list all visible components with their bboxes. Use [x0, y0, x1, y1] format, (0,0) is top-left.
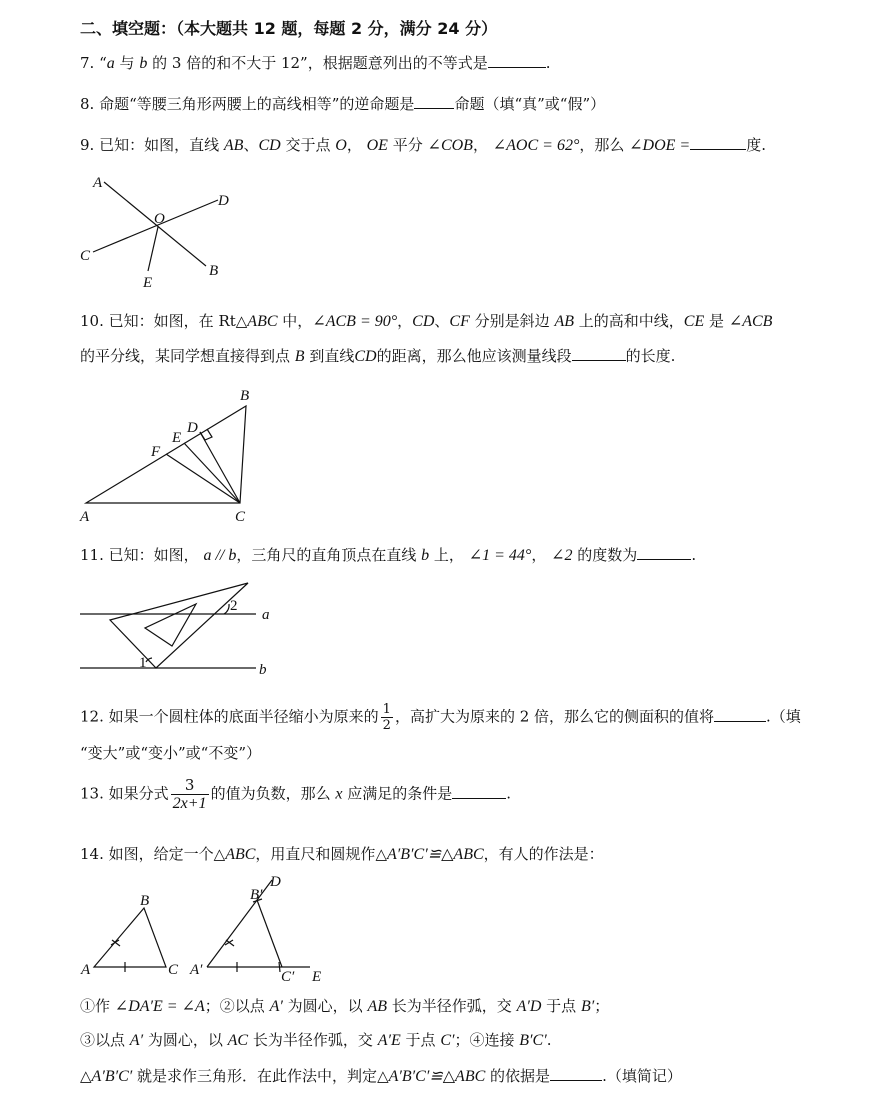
fig10-label-b: B — [240, 388, 250, 404]
answer-blank-11[interactable] — [637, 545, 691, 560]
question-10-line-2: 的平分线，某同学想直接得到点 B 到直线CD的距离，那么他应该测量线段 的长度. — [80, 347, 676, 365]
question-10: 10. 已知：如图，在 Rt△ABC 中，∠ACB = 90°，CD、CF 分别是斜边 AB 上的高和中线，CE 是 ∠ACB — [80, 312, 773, 330]
fig14-label-a: A — [81, 962, 91, 978]
question-14-step-1-2: ①作 ∠DA′E = ∠A；②以点 A′ 为圆心，以 AB 长为半径作弧，交 A′D 于点 B′； — [80, 997, 610, 1015]
fig14-label-bp: B′ — [250, 887, 263, 903]
fig11-label-a: a — [262, 607, 270, 623]
answer-blank-7[interactable] — [488, 53, 546, 68]
answer-blank-14[interactable] — [550, 1066, 602, 1081]
fig9-label-d: D — [218, 193, 229, 209]
question-14-conclusion: △A′B′C′ 就是求作三角形．在此作法中，判定△A′B′C′≌△ABC 的依据是 .（填简记） — [80, 1067, 682, 1085]
fig10-label-f: F — [151, 444, 161, 460]
question-8: 8. 命题“等腰三角形两腰上的高线相等”的逆命题是 命题（填“真”或“假”） — [80, 95, 606, 113]
question-12: 12. 如果一个圆柱体的底面半径缩小为原来的 $\frac{1}{2}$ ，高扩大为原来的 2 倍，那么它的侧面积的值将 .（填 — [80, 702, 801, 733]
fig9-label-c: C — [80, 248, 91, 264]
fig14-label-b: B — [140, 893, 150, 909]
fig10-label-d: D — [187, 420, 198, 436]
fig10-label-e: E — [172, 430, 182, 446]
fig14-label-e: E — [312, 969, 322, 985]
question-11: 11. 已知：如图， a // b，三角尺的直角顶点在直线 b 上， ∠1 = 44°， ∠2 的度数为 . — [80, 546, 697, 564]
fig10-label-a: A — [80, 509, 90, 525]
fig14-label-c: C — [168, 962, 179, 978]
fraction-one-half: $\frac{1}{2}$ — [382, 702, 391, 733]
question-14-step-3-4: ③以点 A′ 为圆心，以 AC 长为半径作弧，交 A′E 于点 C′；④连接 B′C′. — [80, 1031, 552, 1049]
question-7: 7. “a 与 b 的 3 倍的和不大于 12”，根据题意列出的不等式是 . — [80, 54, 551, 72]
section-title: 二、填空题：（本大题共 12 题，每题 2 分，满分 24 分） — [80, 19, 498, 38]
fig14-label-ap: A′ — [190, 962, 203, 978]
fig14-label-d: D — [270, 874, 281, 890]
answer-blank-12[interactable] — [714, 707, 766, 722]
fraction-3-over-2x1: $\frac{3}{2x+1}$ — [172, 776, 207, 812]
fig11-label-2: 2 — [230, 598, 238, 614]
fig11-label-1: 1 — [139, 655, 147, 671]
fig9-label-o: O — [154, 211, 165, 227]
answer-blank-13[interactable] — [452, 784, 506, 799]
question-12-line-2: “变大”或“变小”或“不变”） — [80, 744, 262, 762]
answer-blank-9[interactable] — [690, 135, 746, 150]
fig9-label-e: E — [143, 275, 153, 291]
fig9-label-a: A — [93, 175, 103, 191]
fig14-label-cp: C′ — [281, 969, 295, 985]
question-9: 9. 已知：如图，直线 AB、CD 交于点 O， OE 平分 ∠COB， ∠AOC = 62°，那么 ∠DOE = 度. — [80, 136, 767, 154]
fig9-label-b: B — [209, 263, 219, 279]
fig11-label-b: b — [259, 662, 267, 678]
answer-blank-8[interactable] — [414, 94, 454, 109]
question-14: 14. 如图，给定一个△ABC，用直尺和圆规作△A′B′C′≌△ABC，有人的作法是： — [80, 845, 604, 863]
fig10-label-c: C — [235, 509, 246, 525]
answer-blank-10[interactable] — [572, 346, 626, 361]
question-13: 13. 如果分式 $\frac{3}{2x+1}$ 的值为负数，那么 x 应满足的条件是 . — [80, 776, 512, 812]
